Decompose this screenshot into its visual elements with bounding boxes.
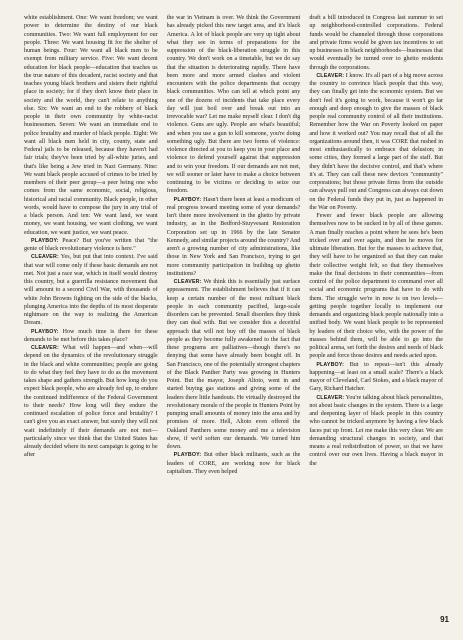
speaker-label: CLEAVER: [316,72,345,79]
article-paragraph [24,344,158,460]
paragraph-text: But other black militants, such as the leaders of CORE, are working now for black capitalism. They even helped [166,452,301,475]
article-paragraph [309,14,443,72]
article-paragraph [24,253,158,327]
paragraph-text: But to repeat—isn't this already happening—at least on a small scale? There's a black mayor of Cleveland, Carl Stokes, and a black mayor of Gary, Richard Hatcher. [309,361,443,393]
column-left [24,14,158,626]
text-columns [24,14,443,626]
paragraph-text: I know. It's all part of a big move across the country to convince black people that this way, they can finally get into the economic system. But we don't feel it's going to work, because it won't go far enough and deep enough to give the masses of black people real community control of all their institutions. Remember how the War on Poverty looked on paper and how it worked out? You may recall that of all the organizations around then, it was CORE that rushed in most enthusiastically to embrace that delusion; in some cities, they formed a large part of the staff. But they didn't have the decisive control, and that's where it's at. They can call these new devices "community" corporations; but those private firms from the outside can always pull out and Congress can always cut down on the Federal funds they put in, just as happened in the War on Poverty. [309,72,443,211]
speaker-label: CLEAVER: [31,254,59,261]
paragraph-text: white establishment. One: We want freedom; we want power to determine the destiny of our black communities. Two: We want full employment for our people. Three: We want housing fit for the shelter of human beings. Four: We want all black men to be exempt from military service. Five: We want decent education for black people—education that teaches us the true nature of this decadent, racist society and that teaches young black brothers and sisters their rightful place in society; for if they don't know their place in society and the world, they can't relate to anything else. Six: We want an end to the robbery of black people in their own community by white-racist businessmen. Seven: We want an immediate end to police brutality and murder of black people. Eight: We want all black men held in city, county, state and Federal jails to be released, because they haven't had fair trials; they've been tried by all-white juries, and that's like being a Jew tried in Nazi Germany. Nine: We want black people accused of crimes to be tried by members of their peer group—a peer being one who comes from the same economic, social, religious, historical and racial community. Black people, in other words, would have to compose the jury in any trial of a black person. And ten: We want land, we want money, we want housing, we want clothing, we want education, we want justice, we want peace. [24,15,158,236]
article-paragraph [167,451,301,476]
article-paragraph [24,14,158,237]
article-paragraph [24,237,158,254]
paragraph-text: How much time is there for these demands to be met before this takes place? [24,328,158,343]
paragraph-text: Peace? But you've written that "the genie of black revolutionary violence is here." [24,237,158,252]
paragraph-text: You're talking about black personalities, not about basic changes in the system. There is a large and deepening layer of black people in this country who cannot be tricked anymore by having a few black faces put up front. Let me make this very clear. We are demanding structural changes in society, and that means a real redistribution of power, so that we have control over our own lives. Having a black mayor in the [309,394,443,467]
paragraph-text: We think this is essentially just surface appeasement. The establishment believes that if it can keep a certain number of the most militant black people in each community pacified, large-scale disorders can be prevented. Small disorders they think they can deal with. But we consider this a deceitful approach that will not buy off the masses of black people as they become fully awakened to the fact that these programs are palliatives—though there's no denying that some have already been bought off. In San Francisco, one of the potentially strongest chapters of the Black Panther Party was growing in Hunters Point. But the mayor, Joseph Alioto, went in and started buying gas stations and giving some of the leaders there little handouts. He virtually destroyed the revolutionary morale of the people in Hunters Point by pumping small amounts of money into the area and by promises of more. Hell, Alioto even offered the Oakland Panthers some money and me a television show, if we'd soften our demands. We turned him down. [166,279,301,450]
paragraph-text: Fewer and fewer black people are allowing themselves now to be sucked in by all of these games. A man finally reaches a point where he sees he's been tricked over and over again, and then he moves for ultimate liberation. But for the masses to achieve that, they will have to be organized so that they can make their collective weight felt, so that they themselves make the final decisions in their communities—from control of the police department to command over all social and economic programs that have to do with them. The struggle we're in now is on two levels—getting people together locally to implement our demands and organizing black people nationally into a unified body. We want black people to be represented by leaders of their choice who, with the power of the masses behind them, will be able to go into the political arena, set forth the desires and needs of black people and force those desires and needs acted upon. [309,213,443,360]
article-paragraph [309,394,443,468]
speaker-label: PLAYBOY: [31,237,59,244]
column-middle [167,14,301,626]
article-paragraph [309,361,443,394]
speaker-label: PLAYBOY: [316,361,345,368]
speaker-label: CLEAVER: [31,345,59,351]
paragraph-text: Hasn't there been at least a modicum of real progress toward meeting some of your demands? Isn't there more involvement in the ghetto by private industry, as in the Bedford-Stuyvesant Restoration Corporation set up in 1966 by the late Senator Kennedy, and similar projects around the country? And aren't a growing number of city administrations, like those in New York and San Francisco, trying to get more community participation in building up ghetto institutions? [166,196,301,277]
article-paragraph [167,196,301,279]
speaker-label: CLEAVER: [316,394,345,401]
article-paragraph [309,212,443,361]
speaker-label: PLAYBOY: [173,452,202,459]
article-paragraph [24,328,158,345]
speaker-label: CLEAVER: [173,279,202,285]
article-paragraph [309,72,443,212]
article-paragraph [167,14,301,196]
speaker-label: PLAYBOY: [31,328,59,335]
paragraph-text: draft a bill introduced in Congress last summer to set up neighborhood-controlled corporations. Federal funds would be channeled through those corporations and private firms would be given tax incentives to set up businesses in black neighborhoods—businesses that would eventually be turned over to ghetto residents through the corporations. [309,15,443,71]
paragraph-text: Yes, but put that into context. I've said that war will come only if these basic demands are not met. Not just a race war, which in itself would destroy this country, but a guerrilla resistance movement that will amount to a second Civil War, with thousands of white John Browns fighting on the side of the blacks, plunging America into the depths of its most desperate nightmare on the way to realizing the American Dream. [24,254,158,327]
speaker-label: PLAYBOY: [173,196,202,203]
column-right [309,14,443,626]
article-paragraph [167,278,301,451]
paragraph-text: What will happen—and when—will depend on the dynamics of the revolutionary struggle in the black and white communities; people are going to do what they feel they have to do as the movement takes shape and gathers strength. But how long do you expect black people, who are already fed up, to endure the continued indifference of the Federal Government to their needs? How long will they endure the continued escalation of police force and brutality? I can't give you an exact answer, but surely they will not wait indefinitely if their demands are not met—particularly since we think that the United States has already decided where its next campaign is going to be after [24,345,158,459]
page-number: 91 [440,615,449,624]
paragraph-text: the war in Vietnam is over. We think the Government has already picked this new target area, and it's black America. A lot of black people are very up tight about what they see in terms of preparations for the suppression of the black-liberation struggle in this country. We don't work on a timetable, but we do say that the situation is deteriorating rapidly. There have been more and more armed clashes and violent encounters with the police departments that occupy black communities. Who can tell at which point any one of the dozens of incidents that take place every day will just boil over and break out into an irrevocable war? Let me make myself clear. I don't dig violence. Guns are ugly. People are what's beautiful; and when you use a gun to kill someone, you're doing something ugly. But there are two forms of violence: violence directed at you to keep you in your place and violence to defend yourself against that suppression and to win your freedom. If our demands are not met, we will sooner or later have to make a choice between continuing to be victims or deciding to seize our freedom. [166,15,301,195]
